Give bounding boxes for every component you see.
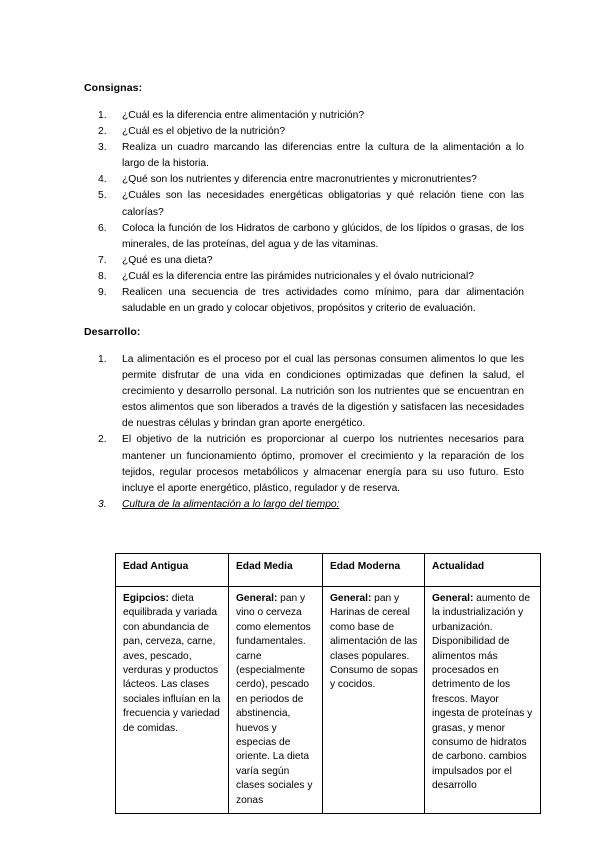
list-marker: 3.	[98, 142, 107, 154]
list-item	[84, 253, 524, 269]
list-item-text: ¿Cuál es el objetivo de la nutrición?	[122, 126, 286, 138]
consignas-list	[84, 108, 524, 317]
list-marker: 3.	[98, 498, 107, 510]
cell-lead-label: General:	[236, 593, 278, 604]
cell-lead-label: General:	[330, 593, 372, 604]
desarrollo-heading: Desarrollo:	[84, 326, 141, 338]
list-item	[84, 221, 524, 253]
table-header-cell: Actualidad	[425, 554, 541, 587]
table-cell	[323, 587, 425, 814]
cell-body-text: pan y Harinas de cereal como base de alimentación de las clases populares. Consumo de sopas y cocidos.	[330, 593, 418, 691]
list-item	[84, 269, 524, 285]
cell-lead-label: Egipcios:	[123, 593, 169, 604]
list-item-text: Realiza un cuadro marcando las diferencias entre la cultura de la alimentación a lo largo de la historia.	[122, 142, 524, 170]
consignas-heading: Consignas:	[84, 82, 143, 94]
cell-body-text: dieta equilibrada y variada con abundancia de pan, cerveza, carne, aves, pescado, verduras y productos lácteos. Las clases sociales influían en la frecuencia y variedad de comidas.	[123, 593, 221, 734]
list-marker: 6.	[98, 222, 107, 234]
list-item-text: ¿Cuál es la diferencia entre alimentación y nutrición?	[122, 110, 365, 121]
list-item-text: ¿Cuáles son las necesidades energéticas obligatorias y qué relación tiene con las calorías?	[122, 190, 524, 218]
list-marker: 9.	[98, 287, 107, 299]
list-item	[84, 140, 524, 172]
table-cell	[425, 587, 541, 814]
list-marker: 2.	[98, 434, 107, 446]
cell-lead-label: General:	[432, 593, 474, 604]
list-item	[84, 352, 524, 432]
table-cell	[229, 587, 323, 814]
table-row	[116, 587, 541, 814]
cell-body-text: aumento de la industrialización y urbanización. Disponibilidad de alimentos más procesados en detrimento de los frescos. Mayor ingesta de proteínas y grasas, y menor consumo de hidratos de carbono. cambios impulsados por el desarrollo	[432, 593, 533, 792]
list-marker: 7.	[98, 254, 107, 266]
list-item-text: Coloca la función de los Hidratos de carbono y glúcidos, de los lípidos o grasas, de los minerales, de las proteínas, del agua y de las vitaminas.	[122, 222, 524, 250]
cell-body-text: pan y vino o cerveza como elementos fundamentales. carne (especialmente cerdo), pescado en periodos de abstinencia, huevos y especias de oriente. La dieta varía según clases sociales y zonas	[236, 593, 313, 806]
table-header-cell: Edad Antigua	[116, 554, 229, 587]
table-header-cell: Edad Media	[229, 554, 323, 587]
list-marker: 2.	[98, 126, 107, 138]
list-item	[84, 285, 524, 317]
list-item	[84, 432, 524, 496]
list-item-text: La alimentación es el proceso por el cual las personas consumen alimentos lo que les permite disfrutar de una vida en condiciones optimizadas que definen la salud, el crecimiento y desarrollo personal. La nutrición son los nutrientes que se encuentran en estos alimentos que son liberados a través de la digestión y satisfacen las necesidades de nuestras células y brindan gran aporte energético.	[122, 354, 524, 430]
list-item	[84, 108, 524, 124]
list-marker: 1.	[98, 110, 107, 121]
desarrollo-list	[84, 352, 524, 513]
table-header-cell: Edad Moderna	[323, 554, 425, 587]
list-item-text: Cultura de la alimentación a lo largo del tiempo:	[122, 498, 340, 510]
table-header-row	[116, 554, 541, 587]
list-item	[84, 497, 524, 513]
list-marker: 8.	[98, 270, 107, 282]
food-culture-history-table	[115, 553, 541, 814]
table-cell	[116, 587, 229, 814]
list-item	[84, 172, 524, 188]
list-item-text: Realicen una secuencia de tres actividades como mínimo, para dar alimentación saludable en un grado y colocar objetivos, propósitos y criterio de evaluación.	[122, 287, 524, 315]
list-item-text: ¿Cuál es la diferencia entre las pirámides nutricionales y el óvalo nutricional?	[122, 270, 474, 282]
list-marker: 4.	[98, 174, 107, 186]
list-marker: 5.	[98, 190, 107, 202]
list-item-text: ¿Qué son los nutrientes y diferencia entre macronutrientes y micronutrientes?	[122, 174, 477, 186]
list-marker: 1.	[98, 354, 107, 365]
list-item-text: ¿Qué es una dieta?	[122, 254, 213, 266]
list-item	[84, 124, 524, 140]
list-item	[84, 188, 524, 220]
list-item-text: El objetivo de la nutrición es proporcionar al cuerpo los nutrientes necesarios para mantener un funcionamiento óptimo, promover el crecimiento y la reparación de los tejidos, regular procesos metabólicos y almacenar energía para su uso futuro. Esto incluye el aporte energético, plástico, regulador y de reserva.	[122, 434, 524, 494]
